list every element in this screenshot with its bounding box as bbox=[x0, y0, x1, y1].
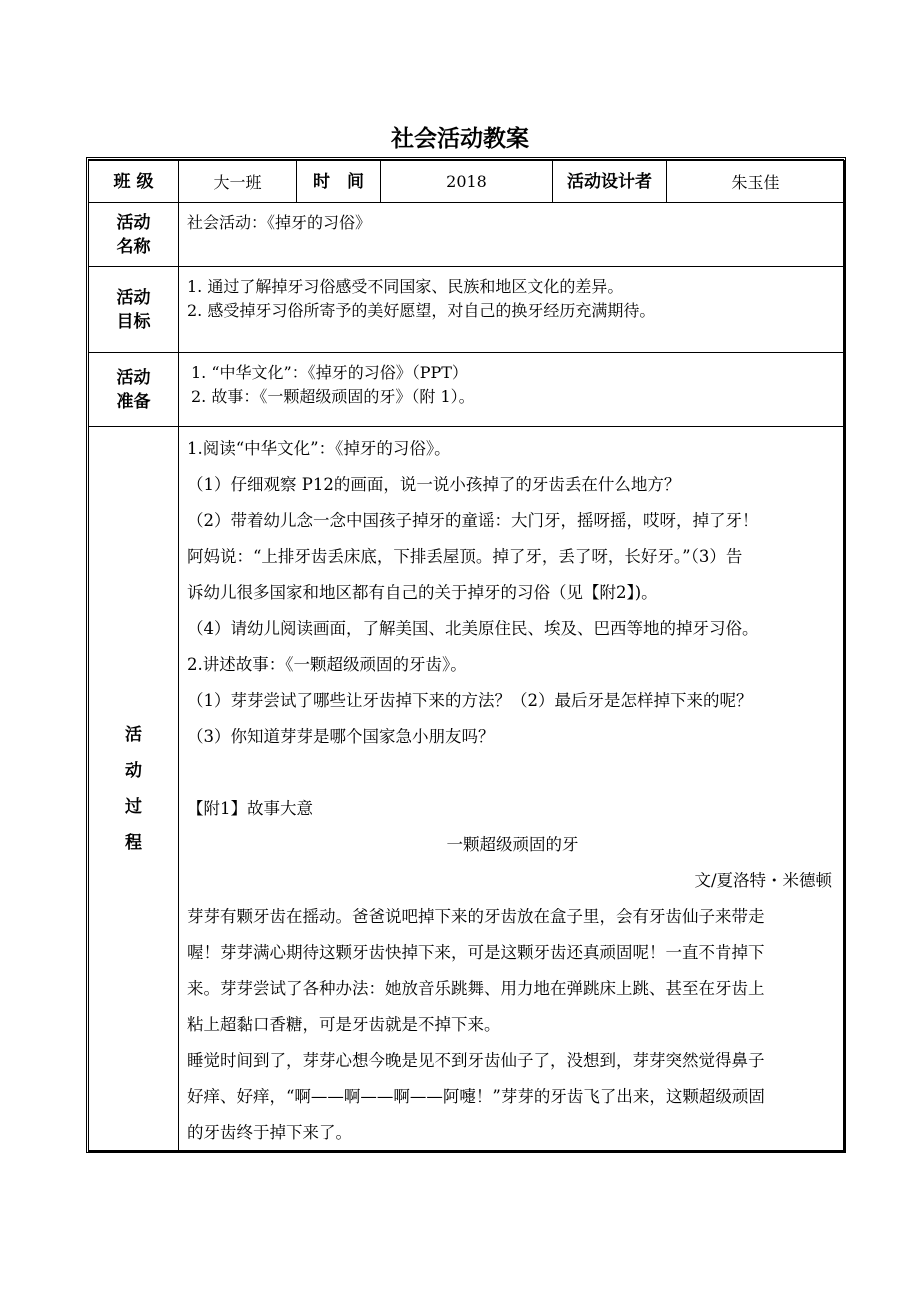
time-value: 2018 bbox=[381, 161, 553, 203]
activity-name-label-line1: 活动 bbox=[116, 212, 151, 233]
activity-goal-label-line2: 目标 bbox=[116, 311, 151, 332]
story-line: 的牙齿终于掉下来了。 bbox=[187, 1123, 352, 1142]
activity-goal-row bbox=[89, 267, 845, 353]
story-line: 芽芽有颗牙齿在摇动。爸爸说吧掉下来的牙齿放在盒子里，会有牙齿仙子来带走 bbox=[187, 907, 765, 926]
process-label-char: 过 bbox=[125, 797, 142, 817]
activity-prep-label bbox=[89, 353, 179, 427]
process-label-char: 程 bbox=[125, 833, 142, 853]
story-title: 一颗超级顽固的牙 bbox=[446, 835, 579, 854]
process-line: （2）带着幼儿念一念中国孩子掉牙的童谣：大门牙，摇呀摇，哎呀，掉了牙！ bbox=[187, 511, 759, 530]
story-line: 喔！芽芽满心期待这颗牙齿快掉下来，可是这颗牙齿还真顽固呢！一直不肯掉下 bbox=[187, 943, 765, 962]
story-line: 粘上超黏口香糖，可是牙齿就是不掉下来。 bbox=[187, 1015, 501, 1034]
process-line: 1.阅读“中华文化”：《掉牙的习俗》。 bbox=[187, 439, 451, 458]
prep-item: 1. “中华文化”：《掉牙的习俗》（PPT） bbox=[191, 363, 468, 382]
goal-item: 2. 感受掉牙习俗所寄予的美好愿望，对自己的换牙经历充满期待。 bbox=[187, 301, 656, 320]
class-label: 班 级 bbox=[89, 161, 179, 203]
process-line: 阿妈说：“上排牙齿丢床底，下排丢屋顶。掉了牙，丢了呀，长好牙。”（3）告 bbox=[187, 547, 743, 566]
process-line: （1）芽芽尝试了哪些让牙齿掉下来的方法？（2）最后牙是怎样掉下来的呢？ bbox=[187, 691, 753, 710]
process-label-char: 活 bbox=[125, 725, 142, 745]
goal-item: 1. 通过了解掉牙习俗感受不同国家、民族和地区文化的差异。 bbox=[187, 277, 624, 296]
designer-value: 朱玉佳 bbox=[667, 161, 845, 203]
page-title: 社会活动教案 bbox=[391, 126, 529, 152]
activity-goal-label-line1: 活动 bbox=[116, 287, 151, 308]
process-line: （4）请幼儿阅读画面，了解美国、北美原住民、埃及、巴西等地的掉牙习俗。 bbox=[187, 619, 759, 638]
story-line: 睡觉时间到了，芽芽心想今晚是见不到牙齿仙子了，没想到，芽芽突然觉得鼻子 bbox=[187, 1051, 765, 1070]
activity-prep-label-line2: 准备 bbox=[116, 391, 151, 412]
header-row bbox=[89, 161, 845, 203]
story-author: 文/夏洛特・米德顿 bbox=[694, 871, 832, 890]
activity-prep-content bbox=[179, 353, 845, 427]
process-line: 2.讲述故事：《一颗超级顽固的牙齿》。 bbox=[187, 655, 467, 674]
designer-label: 活动设计者 bbox=[553, 161, 667, 203]
activity-name-label-line2: 名称 bbox=[116, 236, 151, 257]
process-label-char: 动 bbox=[125, 761, 142, 781]
activity-goal-content bbox=[179, 267, 845, 353]
time-label: 时 间 bbox=[297, 161, 381, 203]
class-value: 大一班 bbox=[179, 161, 297, 203]
activity-name-row bbox=[89, 203, 845, 267]
activity-prep-label-line1: 活动 bbox=[116, 367, 151, 388]
process-line: （3）你知道芽芽是哪个国家急小朋友吗？ bbox=[187, 727, 495, 746]
appendix-heading: 【附1】故事大意 bbox=[187, 799, 313, 818]
story-line: 来。芽芽尝试了各种办法：她放音乐跳舞、用力地在弹跳床上跳、甚至在牙齿上 bbox=[187, 979, 765, 998]
prep-item: 2. 故事：《一颗超级顽固的牙》（附 1）。 bbox=[191, 387, 475, 406]
activity-goal-label bbox=[89, 267, 179, 353]
lesson-plan-table bbox=[88, 160, 845, 1152]
process-line: 诉幼儿很多国家和地区都有自己的关于掉牙的习俗（见【附2】)。 bbox=[187, 583, 658, 602]
activity-name-value: 社会活动：《掉牙的习俗》 bbox=[179, 203, 845, 267]
activity-process-label bbox=[89, 427, 179, 1152]
story-line: 好痒、好痒，“啊——啊——啊——阿嚏！”芽芽的牙齿飞了出来，这颗超级顽固 bbox=[187, 1087, 765, 1106]
activity-prep-row bbox=[89, 353, 845, 427]
activity-process-row bbox=[89, 427, 845, 1152]
activity-name-label bbox=[89, 203, 179, 267]
process-line: （1）仔细观察 P12的画面，说一说小孩掉了的牙齿丢在什么地方？ bbox=[187, 475, 681, 494]
blank-line bbox=[187, 755, 838, 791]
activity-process-content bbox=[179, 427, 845, 1152]
